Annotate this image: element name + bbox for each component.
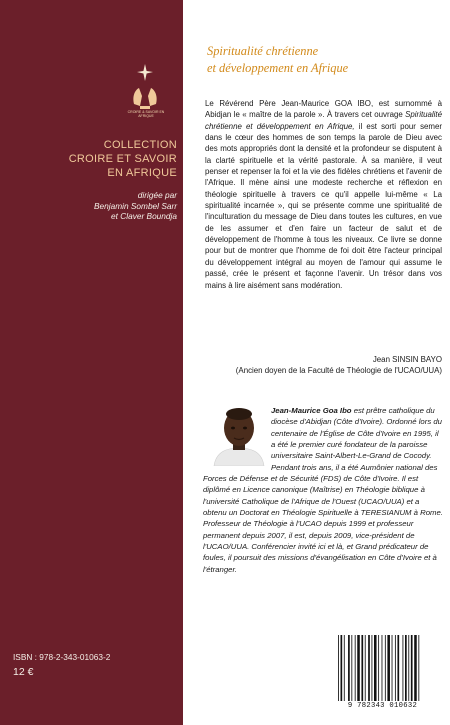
editors-line: Benjamin Sombel Sarr (93, 200, 177, 211)
description-text: Le Révérend Père Jean-Maurice GOA IBO, est surnommé à Abidjan le « maître de la parole ». À travers cet ouvrage (205, 99, 442, 120)
isbn-text: ISBN : 978-2-343-01063-2 (13, 652, 111, 662)
barcode-bar (418, 635, 419, 701)
barcode-bar (387, 635, 390, 701)
barcode-bar (338, 635, 339, 701)
description-italic-title: Spiritualité chrétienne et développement en Afrique, (205, 110, 442, 131)
biography-text: est prêtre catholique du diocèse d'Abidjan (Côte d'Ivoire). Ordonné lors du centenaire de l'Église de Côte d'Ivoire en 1995, il a été le premier curé fondateur de la paroisse universitaire Saint-Albert-Le-Grand de Cocody. Pendant trois ans, il a été Aumônier national des Forces de Défense et de Sécurité (FDS) de Côte d'Ivoire. Il est diplômé en Licence canonique (Maîtrise) en Théologie biblique à l'université Catholique de l'Afrique de l'Ouest (UCAO/UUA) et a obtenu un Doctorat en Théologie Spirituelle à TERESIANUM à Rome. Professeur de Théologie à l'UCAO depuis 1999 et professeur permanent depuis 2007, il est, depuis 2009, vice-président de l'UCAO/UUA. Conférencier invité ici et là, et Grand prédicateur de foules, il poursuit des missions d'évangélisation en Côte d'Ivoire et à l'étranger. (203, 406, 443, 574)
collection-name (12, 138, 177, 180)
author-name: Jean-Maurice Goa Ibo (271, 406, 352, 415)
barcode-bar (385, 635, 386, 701)
review-signature (205, 354, 442, 377)
barcode-bar (414, 635, 417, 701)
barcode-bar (368, 635, 370, 701)
title-line: et développement en Afrique (207, 61, 349, 75)
collection-editors (12, 190, 177, 222)
barcode-bar (405, 635, 407, 701)
barcode-bar (357, 635, 360, 701)
barcode-bar (411, 635, 413, 701)
barcode-bar (355, 635, 356, 701)
barcode-bar (378, 635, 379, 701)
collection-line: EN AFRIQUE (107, 167, 177, 179)
barcode-bar (365, 635, 366, 701)
book-description (205, 98, 442, 291)
barcode-bar (397, 635, 399, 701)
barcode-bar (392, 635, 393, 701)
photo-spacer (203, 405, 271, 471)
barcode-bar (382, 635, 383, 701)
barcode-bar (408, 635, 409, 701)
barcode-bar (351, 635, 352, 701)
logo-caption: CROIRE & SAVOIR EN AFRIQUE (127, 110, 165, 118)
barcode-bar (361, 635, 363, 701)
barcode-bar (395, 635, 396, 701)
reviewer-name: Jean SINSIN BAYO (372, 355, 442, 364)
isbn-barcode (335, 633, 430, 703)
collection-line: CROIRE ET SAVOIR (68, 153, 177, 165)
title-line: Spiritualité chrétienne (207, 44, 319, 58)
editors-line: et Claver Boundja (111, 211, 177, 221)
editors-line: dirigée par (137, 190, 177, 200)
author-biography (203, 405, 443, 575)
price-text: 12 € (13, 666, 34, 678)
collection-line: COLLECTION (103, 139, 177, 151)
barcode-bar (374, 635, 377, 701)
barcode-bar (344, 635, 345, 701)
back-cover-spine (0, 0, 183, 725)
barcode-bar (348, 635, 350, 701)
barcode-bar (372, 635, 373, 701)
barcode-bar (341, 635, 343, 701)
description-text: il est sorti pour semer dans le cœur des hommes de son temps la parole de Dieu avec des mots appropriés dont la densité et la profondeur se disputent à la clarté spirituelle et la vérité pastorale. À sa manière, il veut penser et repenser la foi et la vie des fidèles chrétiens et l'avenir de l'Afrique. Il mène ainsi une modeste recherche et réflexion en théologie spirituelle à travers ce qu'il appelle lui-même « La spiritualité incarnée », qui se présente comme une spiritualité de l'inculturation du message de Dieu dans toutes les cultures, en vue de les assumer et d'en faire un facteur de salut et de développement de l'homme à tous les niveaux. Ce livre se donne pour but de montrer que l'homme de foi doit être l'acteur principal du développement intégral au moyen de l'amour qui assume le passé, crée le présent et façonne l'avenir. Un trésor dans vos mains à lire aisément sans modération. (205, 121, 442, 290)
reviewer-affiliation: (Ancien doyen de la Faculté de Théologie de l'UCAO/UUA) (235, 366, 442, 376)
barcode-digits: 9 782343 010632 (347, 702, 418, 710)
book-title (207, 43, 437, 77)
barcode-bar (403, 635, 404, 701)
